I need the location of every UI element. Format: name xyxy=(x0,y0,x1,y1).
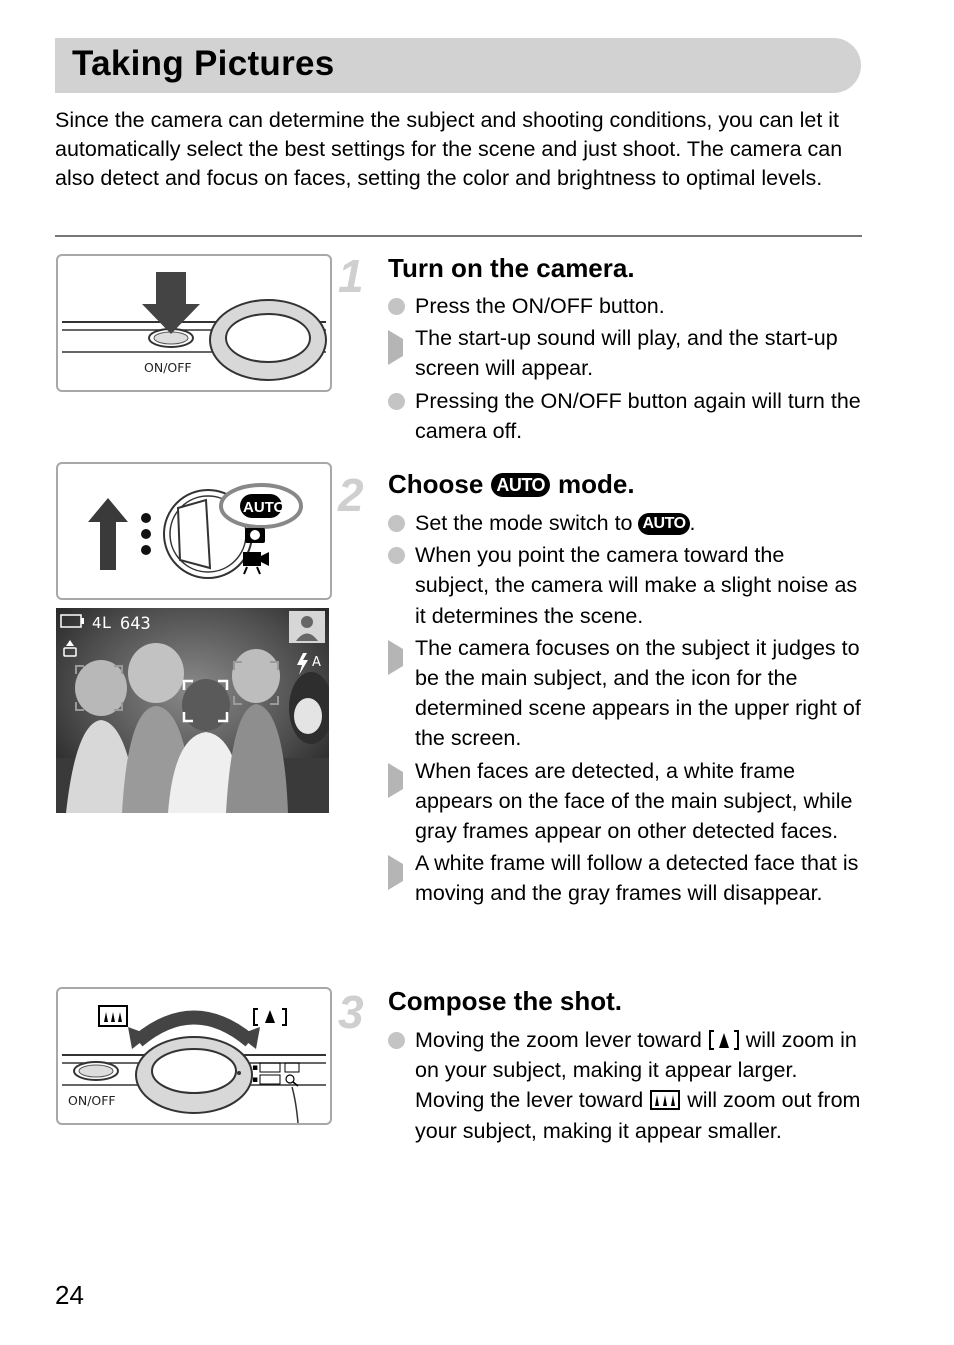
bullet-dot-icon xyxy=(388,515,405,532)
page-title: Taking Pictures xyxy=(72,44,335,83)
intro-paragraph: Since the camera can determine the subject and shooting conditions, you can let it automatically select the best settings for the scene and just shoot. The camera can also detect and focus on faces, setting the color and brightness to optimal levels. xyxy=(55,108,843,190)
onoff-label-zoom: ON/OFF xyxy=(68,1093,116,1108)
svg-text:▪: ▪ xyxy=(252,1063,259,1073)
list-item: Moving the zoom lever toward will zoom in on your subject, making it appear larger. Moving the lever toward will zoom out from your subject, making it appear smaller. xyxy=(388,1025,863,1146)
list-item: Press the ON/OFF button. xyxy=(388,291,863,321)
list-item: When you point the camera toward the subject, the camera will make a slight noise as it determines the scene. xyxy=(388,540,863,631)
result-arrow-icon xyxy=(388,330,420,365)
list-item: The start-up sound will play, and the start-up screen will appear. xyxy=(388,323,863,383)
step-1-list xyxy=(388,291,863,448)
lcd-shot-count: 643 xyxy=(120,614,151,634)
bullet-dot-icon xyxy=(388,1032,405,1049)
step-2-title: Choose AUTO mode. xyxy=(388,469,635,499)
page-number: 24 xyxy=(55,1280,84,1310)
auto-mode-icon: AUTO xyxy=(638,513,689,535)
svg-text:4: 4 xyxy=(92,614,102,632)
bullet-dot-icon xyxy=(388,393,405,410)
step-number-2: 2 xyxy=(338,469,364,521)
lcd-screen-illustration xyxy=(56,608,329,813)
wide-angle-icon xyxy=(649,1089,681,1111)
bullet-dot-icon xyxy=(388,298,405,315)
mode-switch-illustration xyxy=(56,462,332,600)
result-arrow-icon xyxy=(388,855,420,890)
step-2-list xyxy=(388,508,863,911)
step-3-title: Compose the shot. xyxy=(388,986,623,1016)
step-1-title xyxy=(388,253,635,284)
list-item: A white frame will follow a detected face that is moving and the gray frames will disappear. xyxy=(388,848,863,908)
step-number-3: 3 xyxy=(338,986,364,1038)
result-arrow-icon xyxy=(388,640,420,675)
lcd-size-indicator: L xyxy=(102,613,111,632)
list-item: Set the mode switch to AUTO . xyxy=(388,508,863,538)
bullet-dot-icon xyxy=(388,547,405,564)
result-arrow-icon xyxy=(388,763,420,798)
divider xyxy=(55,235,862,237)
svg-text:A: A xyxy=(312,655,321,670)
onoff-label: ON/OFF xyxy=(144,360,192,375)
svg-text:▪: ▪ xyxy=(252,1075,259,1085)
onoff-illustration xyxy=(56,254,332,392)
step-3-list xyxy=(388,1025,863,1148)
title-bar xyxy=(55,38,861,93)
list-item: Pressing the ON/OFF button again will turn the camera off. xyxy=(388,386,863,446)
list-item: The camera focuses on the subject it judges to be the main subject, and the icon for the determined scene appears in the upper right of the screen. xyxy=(388,633,863,754)
auto-mode-icon: AUTO xyxy=(491,473,550,497)
zoom-lever-illustration xyxy=(56,987,332,1125)
step-number-1: 1 xyxy=(338,250,364,302)
step-1-title-text: Turn on the camera. xyxy=(388,253,635,283)
telephoto-icon xyxy=(708,1029,740,1051)
list-item: When faces are detected, a white frame appears on the face of the main subject, while gray frames appear on other detected faces. xyxy=(388,756,863,847)
mode-dial-auto-label: AUTO xyxy=(243,499,286,516)
